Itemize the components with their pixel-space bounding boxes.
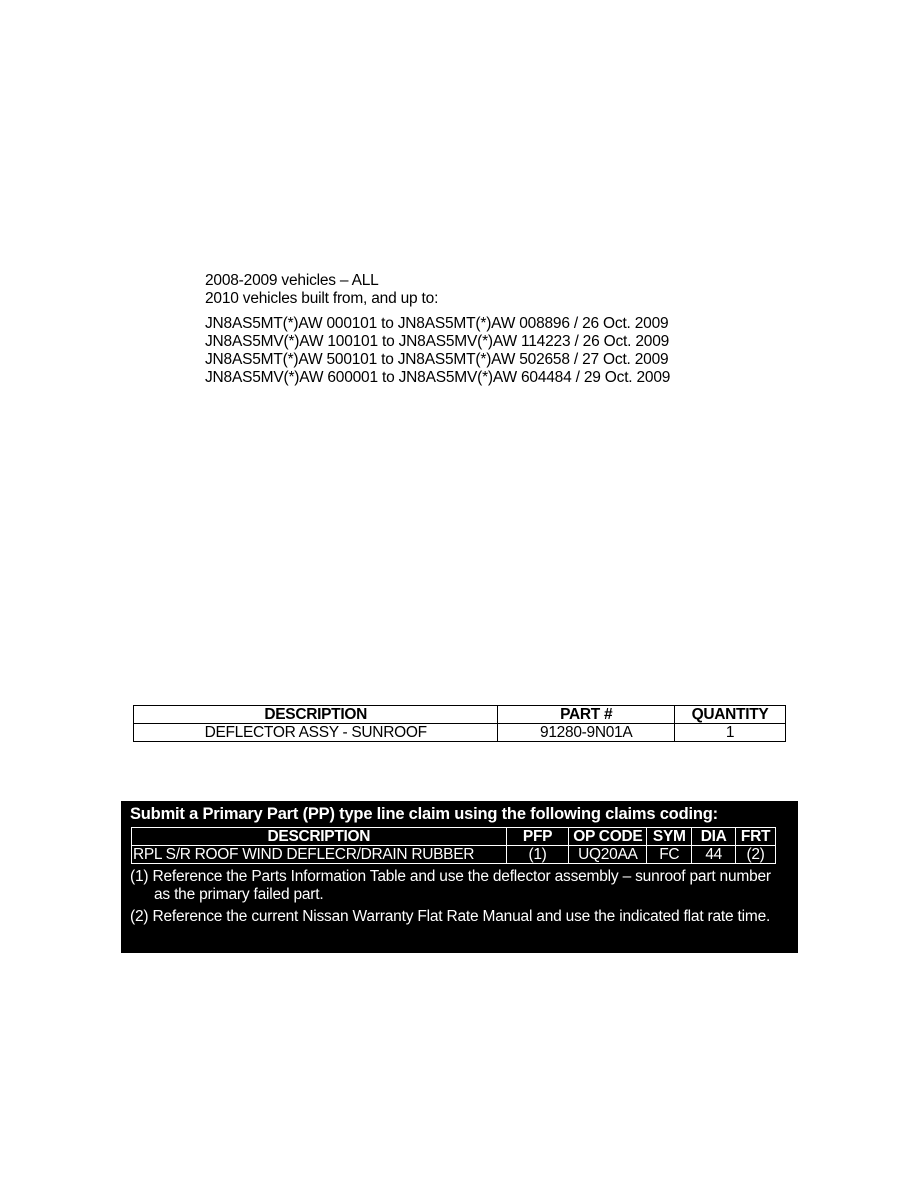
- claim-description: RPL S/R ROOF WIND DEFLECR/DRAIN RUBBER: [132, 846, 507, 864]
- column-header-sym: SYM: [647, 828, 692, 846]
- claim-pfp: (1): [506, 846, 569, 864]
- column-header-op-code: OP CODE: [569, 828, 647, 846]
- vin-range: JN8AS5MV(*)AW 600001 to JN8AS5MV(*)AW 604484 / 29 Oct. 2009: [205, 369, 671, 386]
- claim-sym: FC: [647, 846, 692, 864]
- part-number: 91280-9N01A: [498, 724, 675, 742]
- claims-note-1: (1) Reference the Parts Information Table and use the deflector assembly – sunroof part number as the primary failed part.: [130, 868, 771, 903]
- vin-range: JN8AS5MV(*)AW 100101 to JN8AS5MV(*)AW 114223 / 26 Oct. 2009: [205, 333, 670, 350]
- claims-coding-table: [131, 827, 776, 864]
- column-header-description: DESCRIPTION: [134, 706, 498, 724]
- claim-dia: 44: [692, 846, 736, 864]
- applicability-line-2010: 2010 vehicles built from, and up to:: [205, 290, 439, 307]
- applicability-section: [205, 272, 765, 387]
- table-header-row: [132, 828, 776, 846]
- applicability-line-all: 2008-2009 vehicles – ALL: [205, 272, 379, 289]
- parts-information-table: [133, 705, 786, 742]
- claims-note-2: (2) Reference the current Nissan Warranty Flat Rate Manual and use the indicated flat rate time.: [130, 908, 771, 925]
- claim-frt: (2): [736, 846, 776, 864]
- claims-heading: Submit a Primary Part (PP) type line claim using the following claims coding:: [130, 805, 718, 823]
- column-header-frt: FRT: [736, 828, 776, 846]
- column-header-dia: DIA: [692, 828, 736, 846]
- column-header-quantity: QUANTITY: [675, 706, 786, 724]
- vin-range: JN8AS5MT(*)AW 500101 to JN8AS5MT(*)AW 502658 / 27 Oct. 2009: [205, 351, 669, 368]
- column-header-pfp: PFP: [506, 828, 569, 846]
- vin-range: JN8AS5MT(*)AW 000101 to JN8AS5MT(*)AW 008896 / 26 Oct. 2009: [205, 315, 669, 332]
- claims-coding-box: [121, 801, 798, 953]
- claim-op-code: UQ20AA: [569, 846, 647, 864]
- column-header-part-number: PART #: [498, 706, 675, 724]
- table-row: [134, 724, 786, 742]
- part-description: DEFLECTOR ASSY - SUNROOF: [134, 724, 498, 742]
- table-row: [132, 846, 776, 864]
- column-header-description: DESCRIPTION: [132, 828, 507, 846]
- part-quantity: 1: [675, 724, 786, 742]
- table-header-row: [134, 706, 786, 724]
